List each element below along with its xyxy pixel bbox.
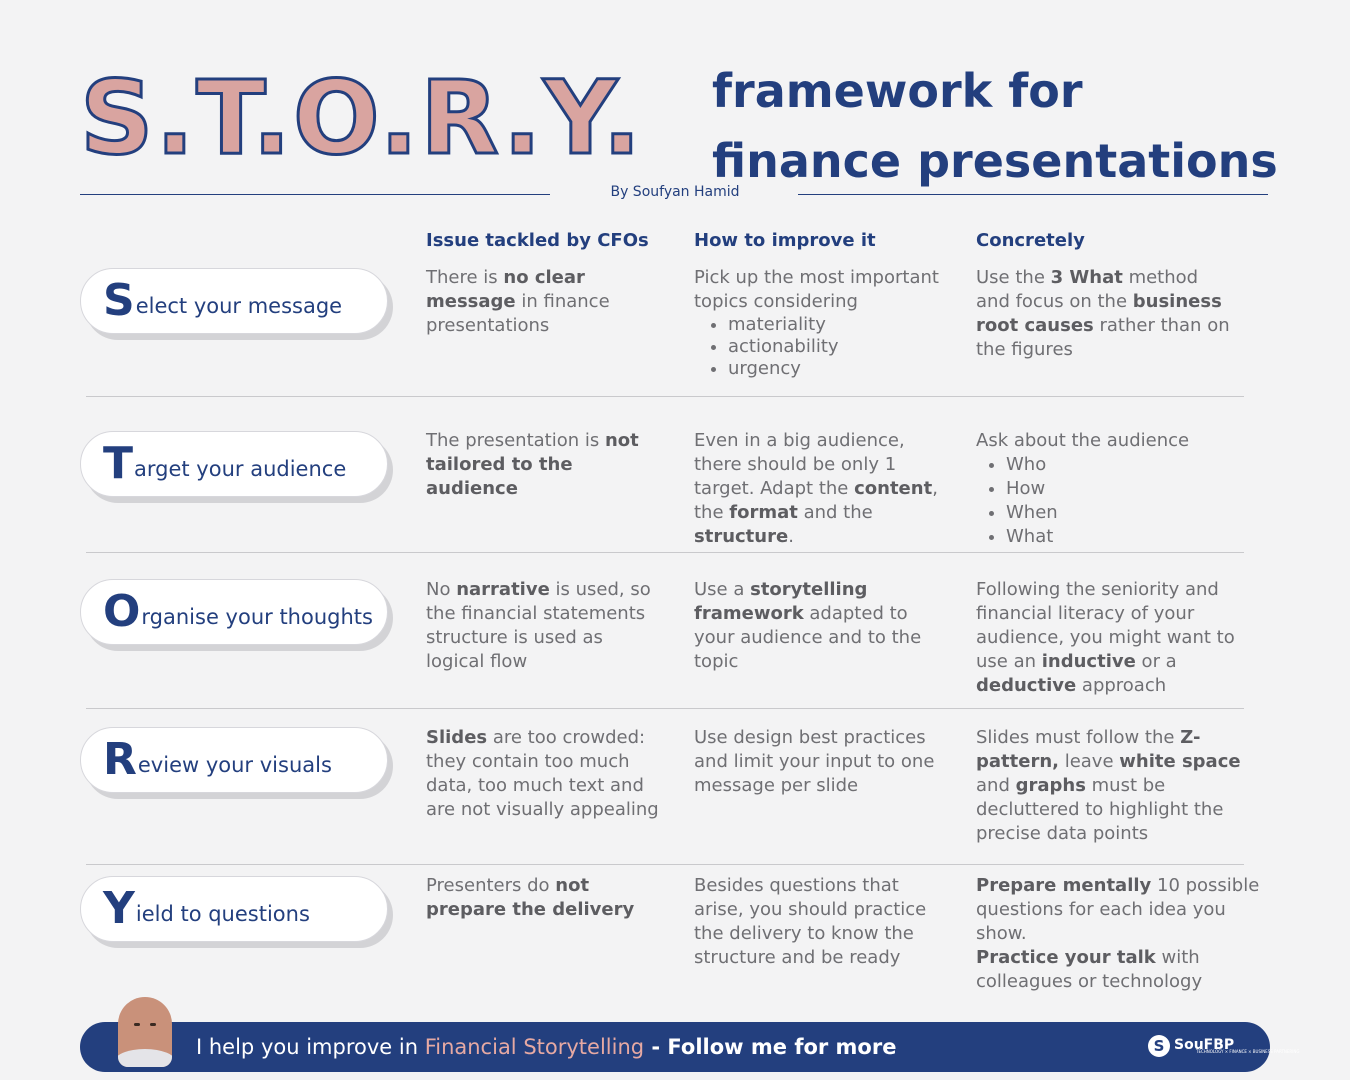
- footer-text: [196, 1022, 896, 1072]
- column-header-issue: Issue tackled by CFOs: [426, 230, 649, 251]
- text-run: and the: [797, 502, 873, 523]
- subtitle: [712, 56, 1278, 196]
- text-run: with colleagues or technology: [976, 947, 1203, 992]
- emphasis-text: format: [729, 502, 798, 523]
- text-run: 10 possible questions for each idea you show.: [976, 875, 1260, 944]
- header-rule-left: [80, 194, 550, 195]
- text-run: and: [976, 775, 1016, 796]
- author-byline: By Soufyan Hamid: [610, 184, 740, 200]
- step-initial: Y: [103, 883, 135, 934]
- subtitle-line-2: finance presentations: [712, 134, 1278, 188]
- emphasis-text: no clear: [503, 267, 585, 288]
- text-run: Use design best practices and limit your input to one message per slide: [694, 727, 935, 796]
- text-run: There is: [426, 267, 504, 288]
- text-run: Presenters do: [426, 875, 556, 896]
- row-divider: [86, 864, 1244, 865]
- row-divider: [86, 396, 1244, 397]
- step-label: elect your message: [135, 294, 343, 318]
- target-concrete-cell: [976, 429, 1236, 549]
- organise-concrete-text: [976, 578, 1246, 698]
- avatar-eye: [134, 1023, 140, 1026]
- emphasis-text: not prepare the delivery: [426, 875, 635, 920]
- target-concrete-text: Ask about the audience: [976, 430, 1190, 451]
- emphasis-text: business root causes: [976, 291, 1222, 336]
- target-concrete-list: [976, 453, 1236, 549]
- emphasis-text: not tailored to the audience: [426, 430, 639, 499]
- yield-improve-text: [694, 874, 944, 970]
- yield-issue-text: [426, 874, 646, 922]
- list-item: • What: [1006, 525, 1236, 549]
- text-run: Use a: [694, 579, 751, 600]
- step-label: rganise your thoughts: [141, 605, 373, 629]
- column-header-improve: How to improve it: [694, 230, 876, 251]
- emphasis-text: Practice your talk: [976, 947, 1156, 968]
- footer-text-start: I help you improve in: [196, 1035, 425, 1059]
- text-run: leave: [1058, 751, 1120, 772]
- emphasis-text: white space: [1119, 751, 1241, 772]
- text-run: are too crowded: they contain too much data, too much text and are not visually appealing: [426, 727, 659, 820]
- review-improve-text: [694, 726, 954, 798]
- organise-improve-text: [694, 578, 944, 674]
- step-label: arget your audience: [134, 457, 347, 481]
- list-item: • materiality: [728, 314, 954, 336]
- story-title: S.T.O.R.Y.: [80, 59, 644, 178]
- text-run: .: [788, 526, 794, 547]
- step-organise-pill: [80, 579, 388, 645]
- step-initial: R: [103, 734, 137, 785]
- text-run: Even in a big audience, there should be only 1 target. Adapt the: [694, 430, 905, 499]
- emphasis-text: inductive: [1041, 651, 1136, 672]
- emphasis-text: 3 What: [1050, 267, 1123, 288]
- select-issue-text: [426, 266, 666, 338]
- soufbp-logo: [1148, 1035, 1299, 1057]
- footer-banner: [80, 1022, 1270, 1072]
- text-run: Following the seniority and financial literacy of your audience, you might want to use an: [976, 579, 1235, 672]
- text-run: or a: [1135, 651, 1177, 672]
- text-run: in finance presentations: [426, 291, 610, 336]
- emphasis-text: Slides: [426, 727, 488, 748]
- emphasis-text: storytelling framework: [694, 579, 868, 624]
- step-label: eview your visuals: [137, 753, 332, 777]
- text-run: adapted to your audience and to the topic: [694, 603, 922, 672]
- list-item: • How: [1006, 477, 1236, 501]
- subtitle-line-1: framework for: [712, 64, 1083, 118]
- review-concrete-text: [976, 726, 1256, 846]
- emphasis-text: narrative: [456, 579, 550, 600]
- row-divider: [86, 708, 1244, 709]
- avatar-shirt: [118, 1049, 172, 1067]
- emphasis-text: deductive: [976, 675, 1077, 696]
- select-improve-text: Pick up the most important topics considering: [694, 267, 939, 312]
- emphasis-text: message: [426, 291, 516, 312]
- author-avatar: [118, 997, 172, 1067]
- text-run: Slides must follow the: [976, 727, 1181, 748]
- step-target-pill: [80, 431, 388, 497]
- text-run: No: [426, 579, 457, 600]
- text-run: method and focus on the: [976, 267, 1199, 312]
- target-issue-text: [426, 429, 656, 501]
- avatar-eye: [150, 1023, 156, 1026]
- emphasis-text: Prepare mentally: [976, 875, 1152, 896]
- text-run: must be decluttered to highlight the precise data points: [976, 775, 1224, 844]
- emphasis-text: structure: [694, 526, 789, 547]
- select-concrete-text: [976, 266, 1236, 362]
- follow-cta[interactable]: - Follow me for more: [644, 1035, 897, 1059]
- footer-highlight: Financial Storytelling: [424, 1035, 645, 1059]
- select-improve-cell: [694, 266, 954, 380]
- row-divider: [86, 552, 1244, 553]
- step-select-pill: [80, 268, 388, 334]
- select-improve-list: [694, 314, 954, 380]
- target-improve-text: [694, 429, 944, 549]
- emphasis-text: Z-pattern,: [976, 727, 1201, 772]
- text-run: approach: [1076, 675, 1167, 696]
- step-review-pill: [80, 727, 388, 793]
- step-initial: T: [103, 438, 134, 489]
- text-run: is used, so the financial statements structure is used as logical flow: [426, 579, 651, 672]
- text-run: Besides questions that arise, you should practice the delivery to know the structure and be ready: [694, 875, 927, 968]
- header-rule-right: [798, 194, 1268, 195]
- text-run: , the: [694, 478, 938, 523]
- step-initial: O: [103, 586, 141, 637]
- step-yield-pill: [80, 876, 388, 942]
- organise-issue-text: [426, 578, 666, 674]
- column-header-concretely: Concretely: [976, 230, 1085, 251]
- logo-name: SouFBP: [1174, 1037, 1235, 1053]
- list-item: • urgency: [728, 358, 954, 380]
- yield-concrete-text: [976, 874, 1266, 994]
- text-run: The presentation is: [426, 430, 605, 451]
- list-item: • When: [1006, 501, 1236, 525]
- review-issue-text: [426, 726, 666, 822]
- emphasis-text: graphs: [1015, 775, 1086, 796]
- step-initial: S: [103, 275, 135, 326]
- list-item: • Who: [1006, 453, 1236, 477]
- step-label: ield to questions: [135, 902, 310, 926]
- list-item: • actionability: [728, 336, 954, 358]
- text-run: Use the: [976, 267, 1051, 288]
- text-run: rather than on the figures: [976, 315, 1230, 360]
- emphasis-text: content: [854, 478, 933, 499]
- logo-mark-icon: S: [1148, 1035, 1170, 1057]
- logo-tagline: TECHNOLOGY × FINANCE × BUSINESS PARTNERING: [1196, 1049, 1300, 1054]
